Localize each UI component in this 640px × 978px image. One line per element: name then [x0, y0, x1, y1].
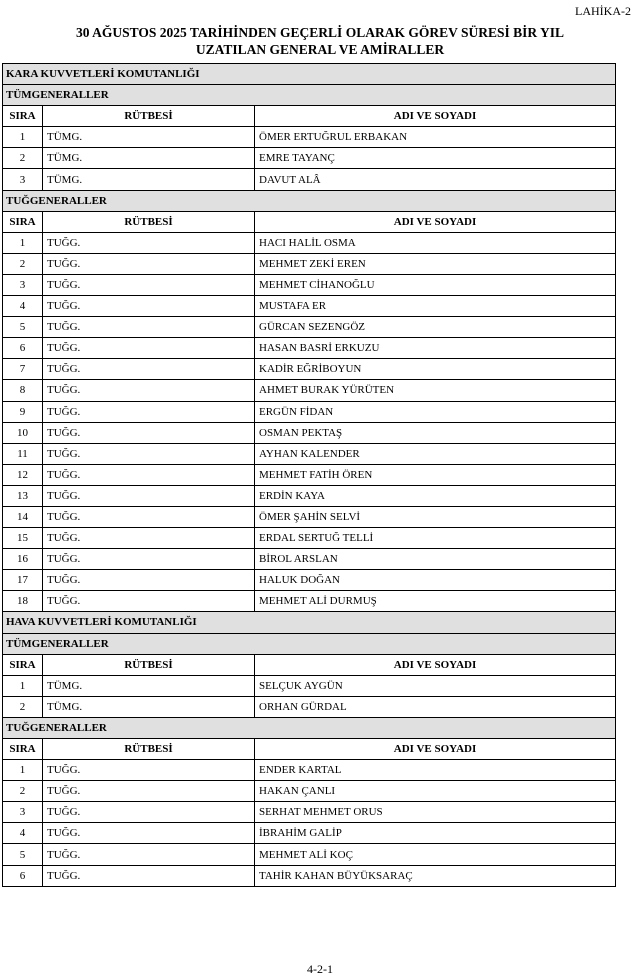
- row-rank: TUĞG.: [43, 422, 255, 443]
- row-number: 13: [3, 485, 43, 506]
- row-number: 1: [3, 232, 43, 253]
- row-name: MEHMET CİHANOĞLU: [255, 274, 616, 295]
- row-number: 14: [3, 506, 43, 527]
- row-name: ERDİN KAYA: [255, 485, 616, 506]
- row-number: 17: [3, 570, 43, 591]
- row-number: 11: [3, 443, 43, 464]
- row-name: HACI HALİL OSMA: [255, 232, 616, 253]
- row-name: AHMET BURAK YÜRÜTEN: [255, 380, 616, 401]
- row-rank: TUĞG.: [43, 506, 255, 527]
- row-number: 10: [3, 422, 43, 443]
- title-line-1: 30 AĞUSTOS 2025 TARİHİNDEN GEÇERLİ OLARAK GÖREV SÜRESİ BİR YIL: [76, 25, 564, 40]
- row-number: 3: [3, 802, 43, 823]
- row-name: SERHAT MEHMET ORUS: [255, 802, 616, 823]
- row-rank: TUĞG.: [43, 401, 255, 422]
- table-row: [3, 570, 616, 591]
- row-rank: TUĞG.: [43, 823, 255, 844]
- rank-group-row: [3, 717, 616, 738]
- column-header-no: SIRA: [3, 106, 43, 127]
- command-title: HAVA KUVVETLERİ KOMUTANLIĞI: [3, 612, 616, 633]
- row-rank: TUĞG.: [43, 317, 255, 338]
- table-row: [3, 148, 616, 169]
- table-row: [3, 253, 616, 274]
- rank-group-title: TUĞGENERALLER: [3, 190, 616, 211]
- rank-group-title: TÜMGENERALLER: [3, 633, 616, 654]
- table-row: [3, 781, 616, 802]
- table-row: [3, 802, 616, 823]
- command-header-row: [3, 64, 616, 85]
- table-row: [3, 169, 616, 190]
- row-rank: TUĞG.: [43, 359, 255, 380]
- row-rank: TÜMG.: [43, 696, 255, 717]
- row-rank: TUĞG.: [43, 274, 255, 295]
- page-number: 4-2-1: [307, 962, 333, 976]
- row-number: 7: [3, 359, 43, 380]
- row-name: HASAN BASRİ ERKUZU: [255, 338, 616, 359]
- row-rank: TÜMG.: [43, 675, 255, 696]
- table-row: [3, 696, 616, 717]
- column-header-rank: RÜTBESİ: [43, 211, 255, 232]
- rank-group-title: TÜMGENERALLER: [3, 85, 616, 106]
- column-header-no: SIRA: [3, 739, 43, 760]
- table-row: [3, 506, 616, 527]
- table-row: [3, 317, 616, 338]
- row-number: 6: [3, 338, 43, 359]
- row-name: MEHMET ALİ KOÇ: [255, 844, 616, 865]
- row-number: 6: [3, 865, 43, 886]
- table-row: [3, 675, 616, 696]
- row-rank: TUĞG.: [43, 802, 255, 823]
- row-rank: TUĞG.: [43, 591, 255, 612]
- row-number: 3: [3, 169, 43, 190]
- row-rank: TUĞG.: [43, 253, 255, 274]
- rank-group-row: [3, 85, 616, 106]
- column-header-rank: RÜTBESİ: [43, 654, 255, 675]
- row-number: 1: [3, 760, 43, 781]
- row-name: KADİR EĞRİBOYUN: [255, 359, 616, 380]
- column-header-rank: RÜTBESİ: [43, 739, 255, 760]
- row-number: 16: [3, 549, 43, 570]
- row-name: GÜRCAN SEZENGÖZ: [255, 317, 616, 338]
- row-name: MEHMET ALİ DURMUŞ: [255, 591, 616, 612]
- column-header-no: SIRA: [3, 211, 43, 232]
- table-row: [3, 274, 616, 295]
- command-title: KARA KUVVETLERİ KOMUTANLIĞI: [3, 64, 616, 85]
- row-number: 12: [3, 464, 43, 485]
- row-rank: TUĞG.: [43, 338, 255, 359]
- row-name: MUSTAFA ER: [255, 296, 616, 317]
- row-rank: TUĞG.: [43, 760, 255, 781]
- row-name: EMRE TAYANÇ: [255, 148, 616, 169]
- row-name: HALUK DOĞAN: [255, 570, 616, 591]
- row-name: TAHİR KAHAN BÜYÜKSARAÇ: [255, 865, 616, 886]
- row-number: 9: [3, 401, 43, 422]
- row-number: 15: [3, 528, 43, 549]
- table-row: [3, 865, 616, 886]
- row-rank: TUĞG.: [43, 570, 255, 591]
- row-number: 5: [3, 844, 43, 865]
- row-number: 2: [3, 253, 43, 274]
- table-row: [3, 296, 616, 317]
- column-header-row: [3, 739, 616, 760]
- table-row: [3, 443, 616, 464]
- row-number: 18: [3, 591, 43, 612]
- table-row: [3, 338, 616, 359]
- rank-group-row: [3, 190, 616, 211]
- table-row: [3, 528, 616, 549]
- table-row: [3, 464, 616, 485]
- row-number: 3: [3, 274, 43, 295]
- table-row: [3, 359, 616, 380]
- column-header-row: [3, 106, 616, 127]
- row-name: ENDER KARTAL: [255, 760, 616, 781]
- row-rank: TÜMG.: [43, 169, 255, 190]
- row-name: OSMAN PEKTAŞ: [255, 422, 616, 443]
- column-header-no: SIRA: [3, 654, 43, 675]
- row-rank: TUĞG.: [43, 296, 255, 317]
- row-rank: TUĞG.: [43, 865, 255, 886]
- table-row: [3, 591, 616, 612]
- row-rank: TUĞG.: [43, 485, 255, 506]
- table-row: [3, 760, 616, 781]
- table-row: [3, 485, 616, 506]
- row-rank: TUĞG.: [43, 844, 255, 865]
- table-row: [3, 844, 616, 865]
- row-name: MEHMET FATİH ÖREN: [255, 464, 616, 485]
- table-row: [3, 380, 616, 401]
- table-row: [3, 127, 616, 148]
- row-rank: TUĞG.: [43, 443, 255, 464]
- table-row: [3, 401, 616, 422]
- column-header-rank: RÜTBESİ: [43, 106, 255, 127]
- table-row: [3, 549, 616, 570]
- row-name: İBRAHİM GALİP: [255, 823, 616, 844]
- row-name: ERGÜN FİDAN: [255, 401, 616, 422]
- rank-group-title: TUĞGENERALLER: [3, 717, 616, 738]
- column-header-name: ADI VE SOYADI: [255, 739, 616, 760]
- column-header-name: ADI VE SOYADI: [255, 106, 616, 127]
- row-rank: TUĞG.: [43, 464, 255, 485]
- row-rank: TÜMG.: [43, 148, 255, 169]
- row-name: ÖMER ŞAHİN SELVİ: [255, 506, 616, 527]
- row-name: DAVUT ALÂ: [255, 169, 616, 190]
- officers-table: [2, 63, 616, 887]
- document-title: [0, 24, 640, 58]
- row-number: 8: [3, 380, 43, 401]
- column-header-row: [3, 211, 616, 232]
- row-rank: TUĞG.: [43, 549, 255, 570]
- row-name: ORHAN GÜRDAL: [255, 696, 616, 717]
- row-number: 2: [3, 781, 43, 802]
- row-number: 2: [3, 148, 43, 169]
- row-number: 2: [3, 696, 43, 717]
- table-row: [3, 232, 616, 253]
- row-name: SELÇUK AYGÜN: [255, 675, 616, 696]
- command-header-row: [3, 612, 616, 633]
- table-row: [3, 422, 616, 443]
- row-name: BİROL ARSLAN: [255, 549, 616, 570]
- table-row: [3, 823, 616, 844]
- row-rank: TUĞG.: [43, 232, 255, 253]
- column-header-name: ADI VE SOYADI: [255, 654, 616, 675]
- row-name: ERDAL SERTUĞ TELLİ: [255, 528, 616, 549]
- row-number: 4: [3, 823, 43, 844]
- row-name: HAKAN ÇANLI: [255, 781, 616, 802]
- row-rank: TUĞG.: [43, 781, 255, 802]
- column-header-row: [3, 654, 616, 675]
- row-name: ÖMER ERTUĞRUL ERBAKAN: [255, 127, 616, 148]
- row-rank: TUĞG.: [43, 528, 255, 549]
- rank-group-row: [3, 633, 616, 654]
- row-rank: TÜMG.: [43, 127, 255, 148]
- row-number: 1: [3, 127, 43, 148]
- annex-label: LAHİKA-2: [575, 4, 631, 18]
- row-name: MEHMET ZEKİ EREN: [255, 253, 616, 274]
- row-number: 5: [3, 317, 43, 338]
- row-number: 1: [3, 675, 43, 696]
- row-name: AYHAN KALENDER: [255, 443, 616, 464]
- title-line-2: UZATILAN GENERAL VE AMİRALLER: [195, 42, 445, 57]
- row-rank: TUĞG.: [43, 380, 255, 401]
- row-number: 4: [3, 296, 43, 317]
- column-header-name: ADI VE SOYADI: [255, 211, 616, 232]
